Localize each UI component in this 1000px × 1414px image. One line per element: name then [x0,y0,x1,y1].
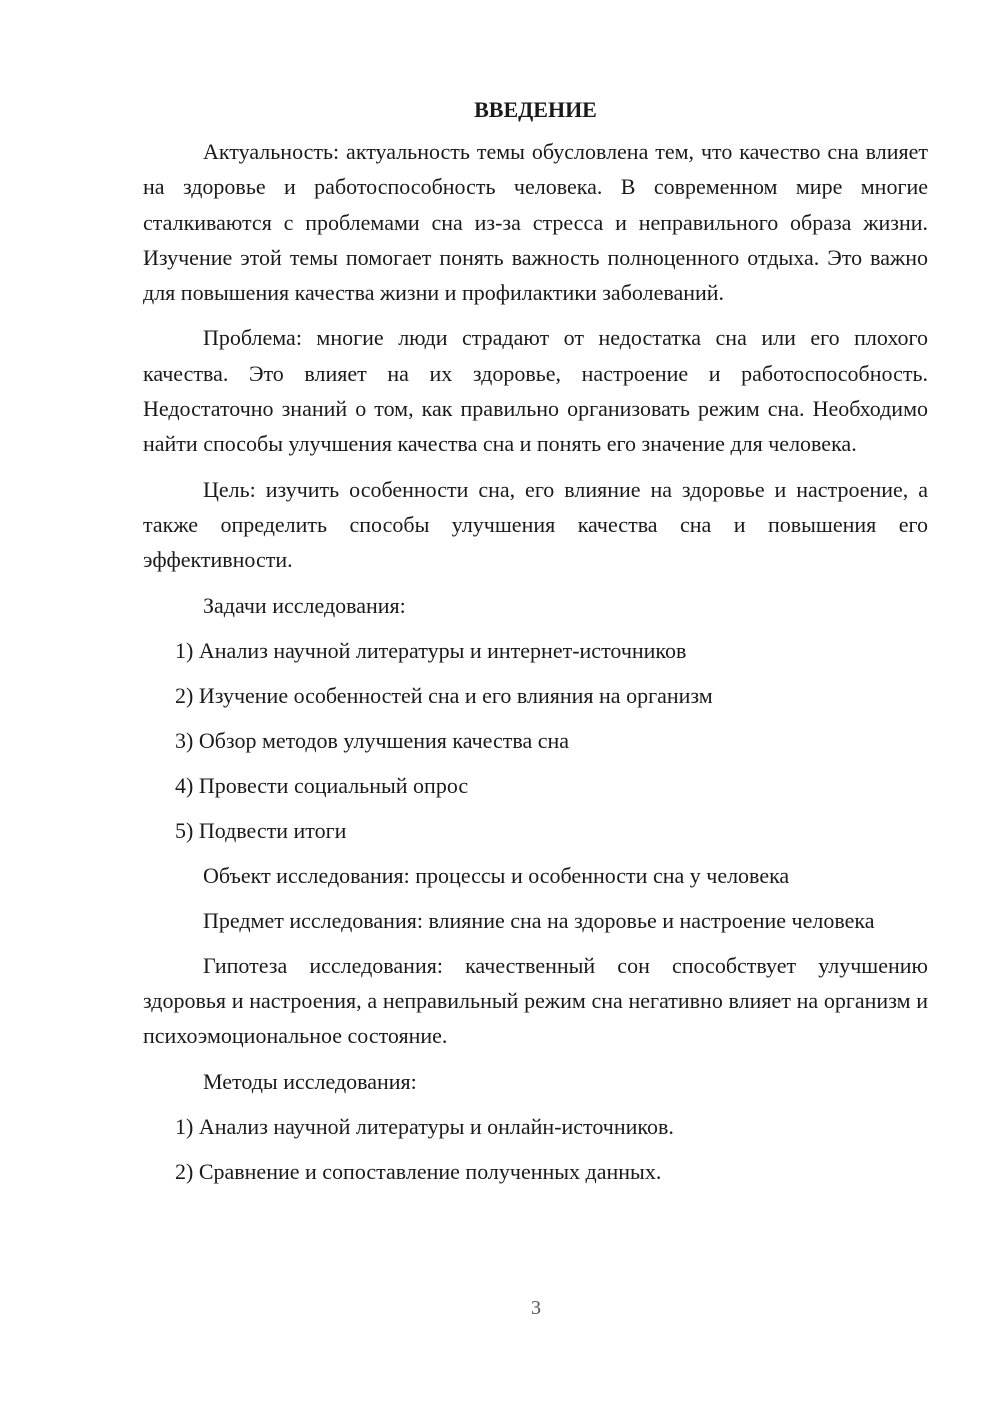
task-item-5: 5) Подвести итоги [175,817,347,843]
task-item-1: 1) Анализ научной литературы и интернет-источников [175,637,687,663]
research-subject: Предмет исследования: влияние сна на здоровье и настроение человека [203,907,875,933]
research-object: Объект исследования: процессы и особенности сна у человека [203,862,790,888]
document-page [143,92,928,1199]
method-item-2: 2) Сравнение и сопоставление полученных данных. [175,1158,662,1184]
task-item-3: 3) Обзор методов улучшения качества сна [175,727,570,753]
goal-paragraph: Цель: изучить особенности сна, его влияние на здоровье и настроение, а также определить способы улучшения качества сна и повышения его эффективности. [143,476,928,573]
tasks-heading: Задачи исследования: [203,592,406,618]
problem-paragraph: Проблема: многие люди страдают от недостатка сна или его плохого качества. Это влияет на их здоровье, настроение и работоспособность. Недостаточно знаний о том, как правильно организовать режим сна. Необходимо найти способы улучшения качества сна и понять его значение для человека. [143,325,928,457]
method-item-1: 1) Анализ научной литературы и онлайн-источников. [175,1113,674,1139]
relevance-paragraph: Актуальность: актуальность темы обусловлена тем, что качество сна влияет на здоровье и работоспособность человека. В современном мире многие сталкиваются с проблемами сна из-за стресса и неправильного образа жизни. Изучение этой темы помогает понять важность полноценного отдыха. Это важно для повышения качества жизни и профилактики заболеваний. [143,139,928,306]
methods-heading: Методы исследования: [203,1068,417,1094]
research-hypothesis: Гипотеза исследования: качественный сон способствует улучшению здоровья и настроения, а неправильный режим сна негативно влияет на организм и психоэмоциональное состояние. [143,952,928,1049]
page-number: 3 [531,1297,541,1319]
task-item-2: 2) Изучение особенностей сна и его влияния на организм [175,682,713,708]
section-title: ВВЕДЕНИЕ [474,97,597,122]
task-item-4: 4) Провести социальный опрос [175,772,469,798]
